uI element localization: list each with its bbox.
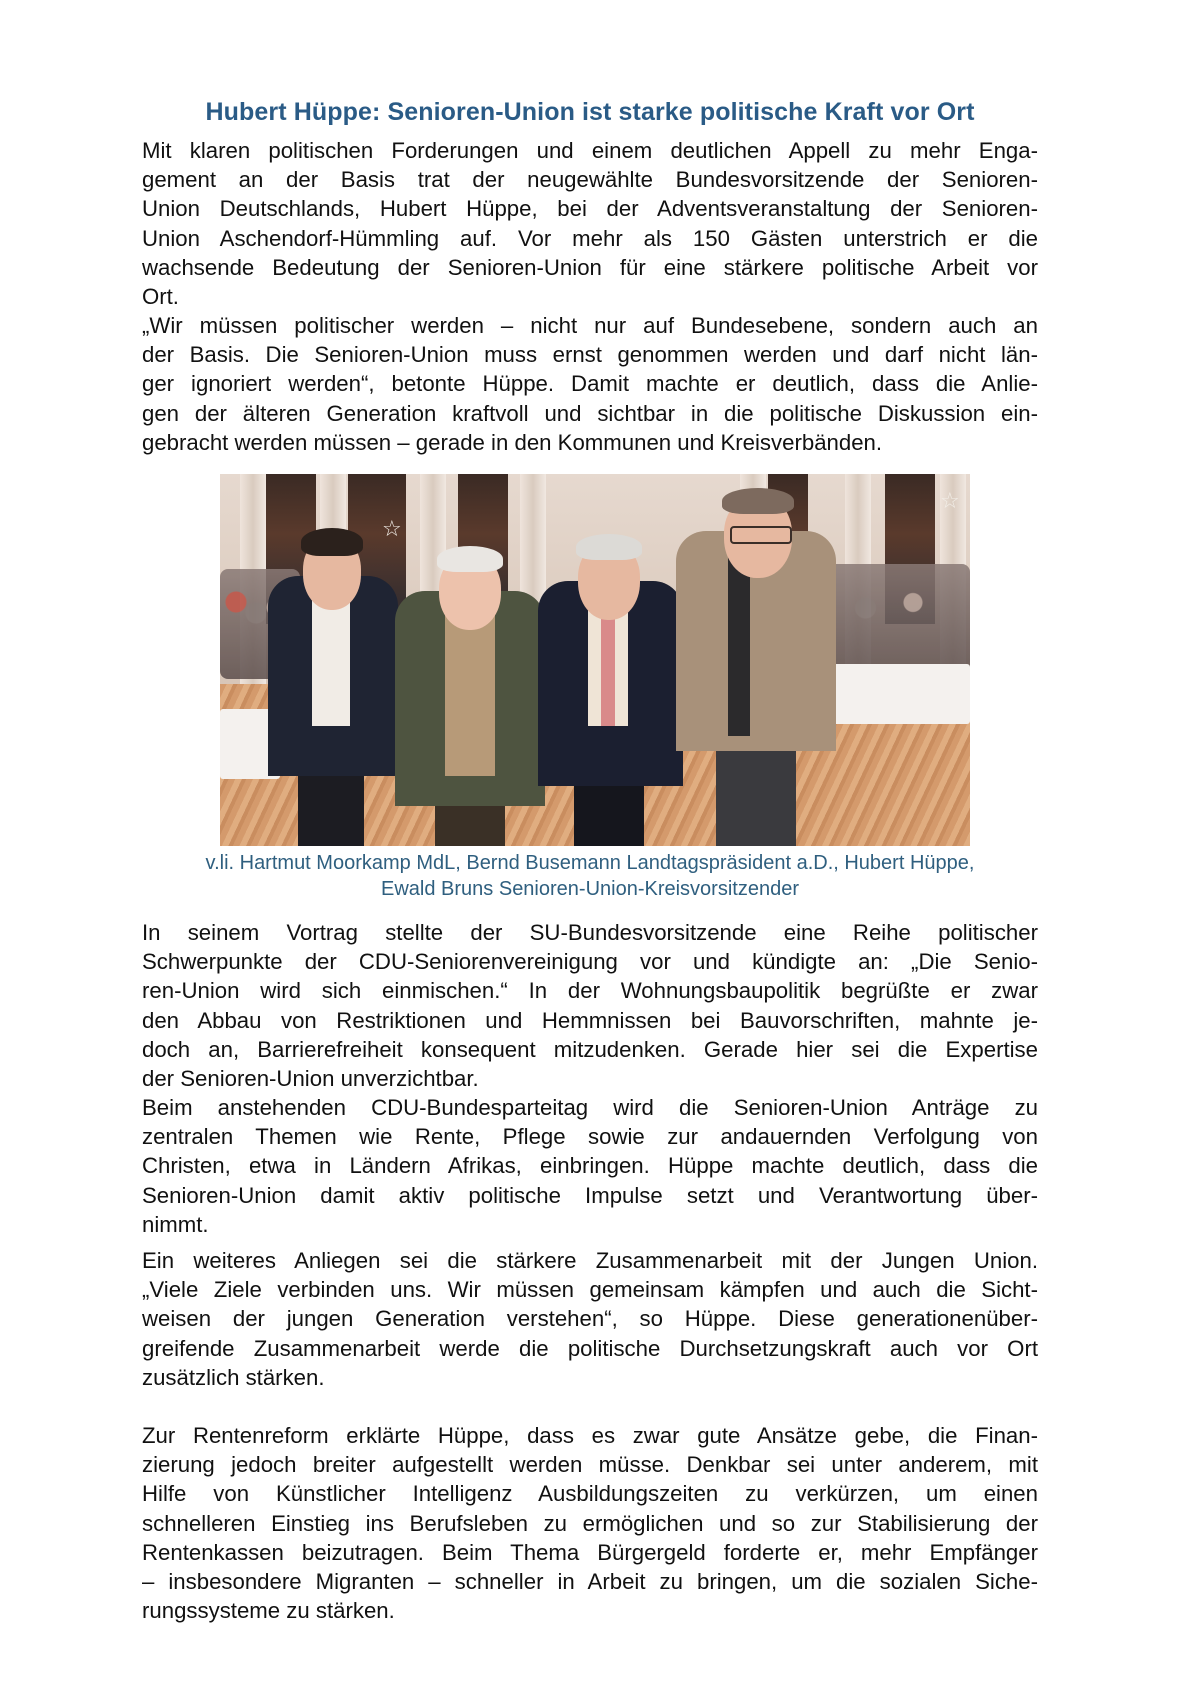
star-decoration-icon: ☆ bbox=[382, 516, 402, 541]
event-photo bbox=[220, 474, 970, 846]
text-line: gement an der Basis trat der neugewählte Bundesvorsitzende der Senioren- bbox=[142, 167, 1038, 193]
text-line: weisen der jungen Generation verstehen“, so Hüppe. Diese generationenüber- bbox=[142, 1306, 1038, 1332]
text-line: rungssysteme zu stärken. bbox=[142, 1598, 395, 1624]
text-line: gen der älteren Generation kraftvoll und sichtbar in die politische Diskussion ein- bbox=[142, 400, 1038, 426]
photo-table bbox=[820, 664, 970, 724]
paragraph-quote bbox=[142, 311, 1038, 457]
person-hubert-hueppe bbox=[538, 522, 683, 846]
text-line: „Wir müssen politischer werden – nicht nur auf Bundesebene, sondern auch an bbox=[142, 313, 1038, 338]
paragraph-party-conference bbox=[142, 1093, 1038, 1239]
paragraph-junge-union bbox=[142, 1246, 1038, 1392]
text-line: zusätzlich stärken. bbox=[142, 1364, 325, 1390]
text-line: Ort. bbox=[142, 284, 179, 310]
text-line: In seinem Vortrag stellte der SU-Bundesvorsitzende eine Reihe politischer bbox=[142, 920, 1038, 945]
text-line: schnelleren Einstieg ins Berufsleben zu ermöglichen und so zur Stabilisierung der bbox=[142, 1510, 1038, 1536]
text-line: – insbesondere Migranten – schneller in Arbeit zu bringen, um die sozialen Siche- bbox=[142, 1569, 1038, 1595]
text-line: Ein weiteres Anliegen sei die stärkere Zusammenarbeit mit der Jungen Union. bbox=[142, 1248, 1038, 1273]
text-line: gebracht werden müssen – gerade in den Kommunen und Kreisverbänden. bbox=[142, 429, 883, 455]
person-ewald-bruns bbox=[676, 486, 836, 846]
text-line: Union Deutschlands, Hubert Hüppe, bei der Adventsveranstaltung der Senioren- bbox=[142, 196, 1038, 222]
paragraph-intro bbox=[142, 136, 1038, 311]
text-line: Beim anstehenden CDU-Bundesparteitag wird die Senioren-Union Anträge zu bbox=[142, 1095, 1038, 1120]
text-line: der Basis. Die Senioren-Union muss ernst genommen werden und darf nicht län- bbox=[142, 342, 1038, 368]
star-decoration-icon: ☆ bbox=[940, 488, 960, 513]
text-line: zierung jedoch breiter aufgestellt werden müsse. Denkbar sei unter anderem, mit bbox=[142, 1452, 1038, 1478]
text-line: Christen, etwa in Ländern Afrikas, einbringen. Hüppe machte deutlich, dass die bbox=[142, 1153, 1038, 1179]
text-line: Union Aschendorf-Hümmling auf. Vor mehr als 150 Gästen unterstrich er die bbox=[142, 225, 1038, 251]
text-line: der Senioren-Union unverzichtbar. bbox=[142, 1066, 479, 1092]
article-title: Hubert Hüppe: Senioren-Union ist starke politische Kraft vor Ort bbox=[205, 98, 975, 126]
paragraph-pension-reform bbox=[142, 1421, 1038, 1625]
text-line: Rentenkassen beizutragen. Beim Thema Bürgergeld forderte er, mehr Empfänger bbox=[142, 1539, 1038, 1565]
text-line: ger ignoriert werden“, betonte Hüppe. Damit machte er deutlich, dass die Anlie- bbox=[142, 371, 1038, 397]
text-line: greifende Zusammenarbeit werde die politische Durchsetzungskraft auch vor Ort bbox=[142, 1335, 1038, 1361]
caption-line: Ewald Bruns Senioren-Union-Kreisvorsitzender bbox=[381, 878, 799, 900]
text-line: zentralen Themen wie Rente, Pflege sowie zur andauernden Verfolgung von bbox=[142, 1124, 1038, 1150]
text-line: doch an, Barrierefreiheit konsequent mitzudenken. Gerade hier sei die Expertise bbox=[142, 1036, 1038, 1062]
text-line: Senioren-Union damit aktiv politische Impulse setzt und Verantwortung über- bbox=[142, 1182, 1038, 1208]
text-line: den Abbau von Restriktionen und Hemmnissen bei Bauvorschriften, mahnte je- bbox=[142, 1007, 1038, 1033]
text-line: ren-Union wird sich einmischen.“ In der Wohnungsbaupolitik begrüßte er zwar bbox=[142, 978, 1038, 1004]
text-line: nimmt. bbox=[142, 1211, 209, 1237]
text-line: wachsende Bedeutung der Senioren-Union für eine stärkere politische Arbeit vor bbox=[142, 254, 1038, 280]
glasses bbox=[730, 526, 792, 544]
text-line: Zur Rentenreform erklärte Hüppe, dass es zwar gute Ansätze gebe, die Finan- bbox=[142, 1423, 1038, 1448]
text-line: „Viele Ziele verbinden uns. Wir müssen gemeinsam kämpfen und auch die Sicht- bbox=[142, 1277, 1038, 1303]
paragraph-lecture bbox=[142, 918, 1038, 1093]
person-hartmut-moorkamp bbox=[268, 516, 398, 846]
person-bernd-busemann bbox=[395, 534, 545, 846]
text-line: Hilfe von Künstlicher Intelligenz Ausbildungszeiten zu verkürzen, um einen bbox=[142, 1481, 1038, 1507]
caption-line: v.li. Hartmut Moorkamp MdL, Bernd Busemann Landtagspräsident a.D., Hubert Hüppe, bbox=[205, 852, 975, 874]
text-line: Mit klaren politischen Forderungen und einem deutlichen Appell zu mehr Enga- bbox=[142, 138, 1038, 163]
photo-caption bbox=[142, 850, 1038, 902]
text-line: Schwerpunkte der CDU-Seniorenvereinigung vor und kündigte an: „Die Senio- bbox=[142, 949, 1038, 975]
